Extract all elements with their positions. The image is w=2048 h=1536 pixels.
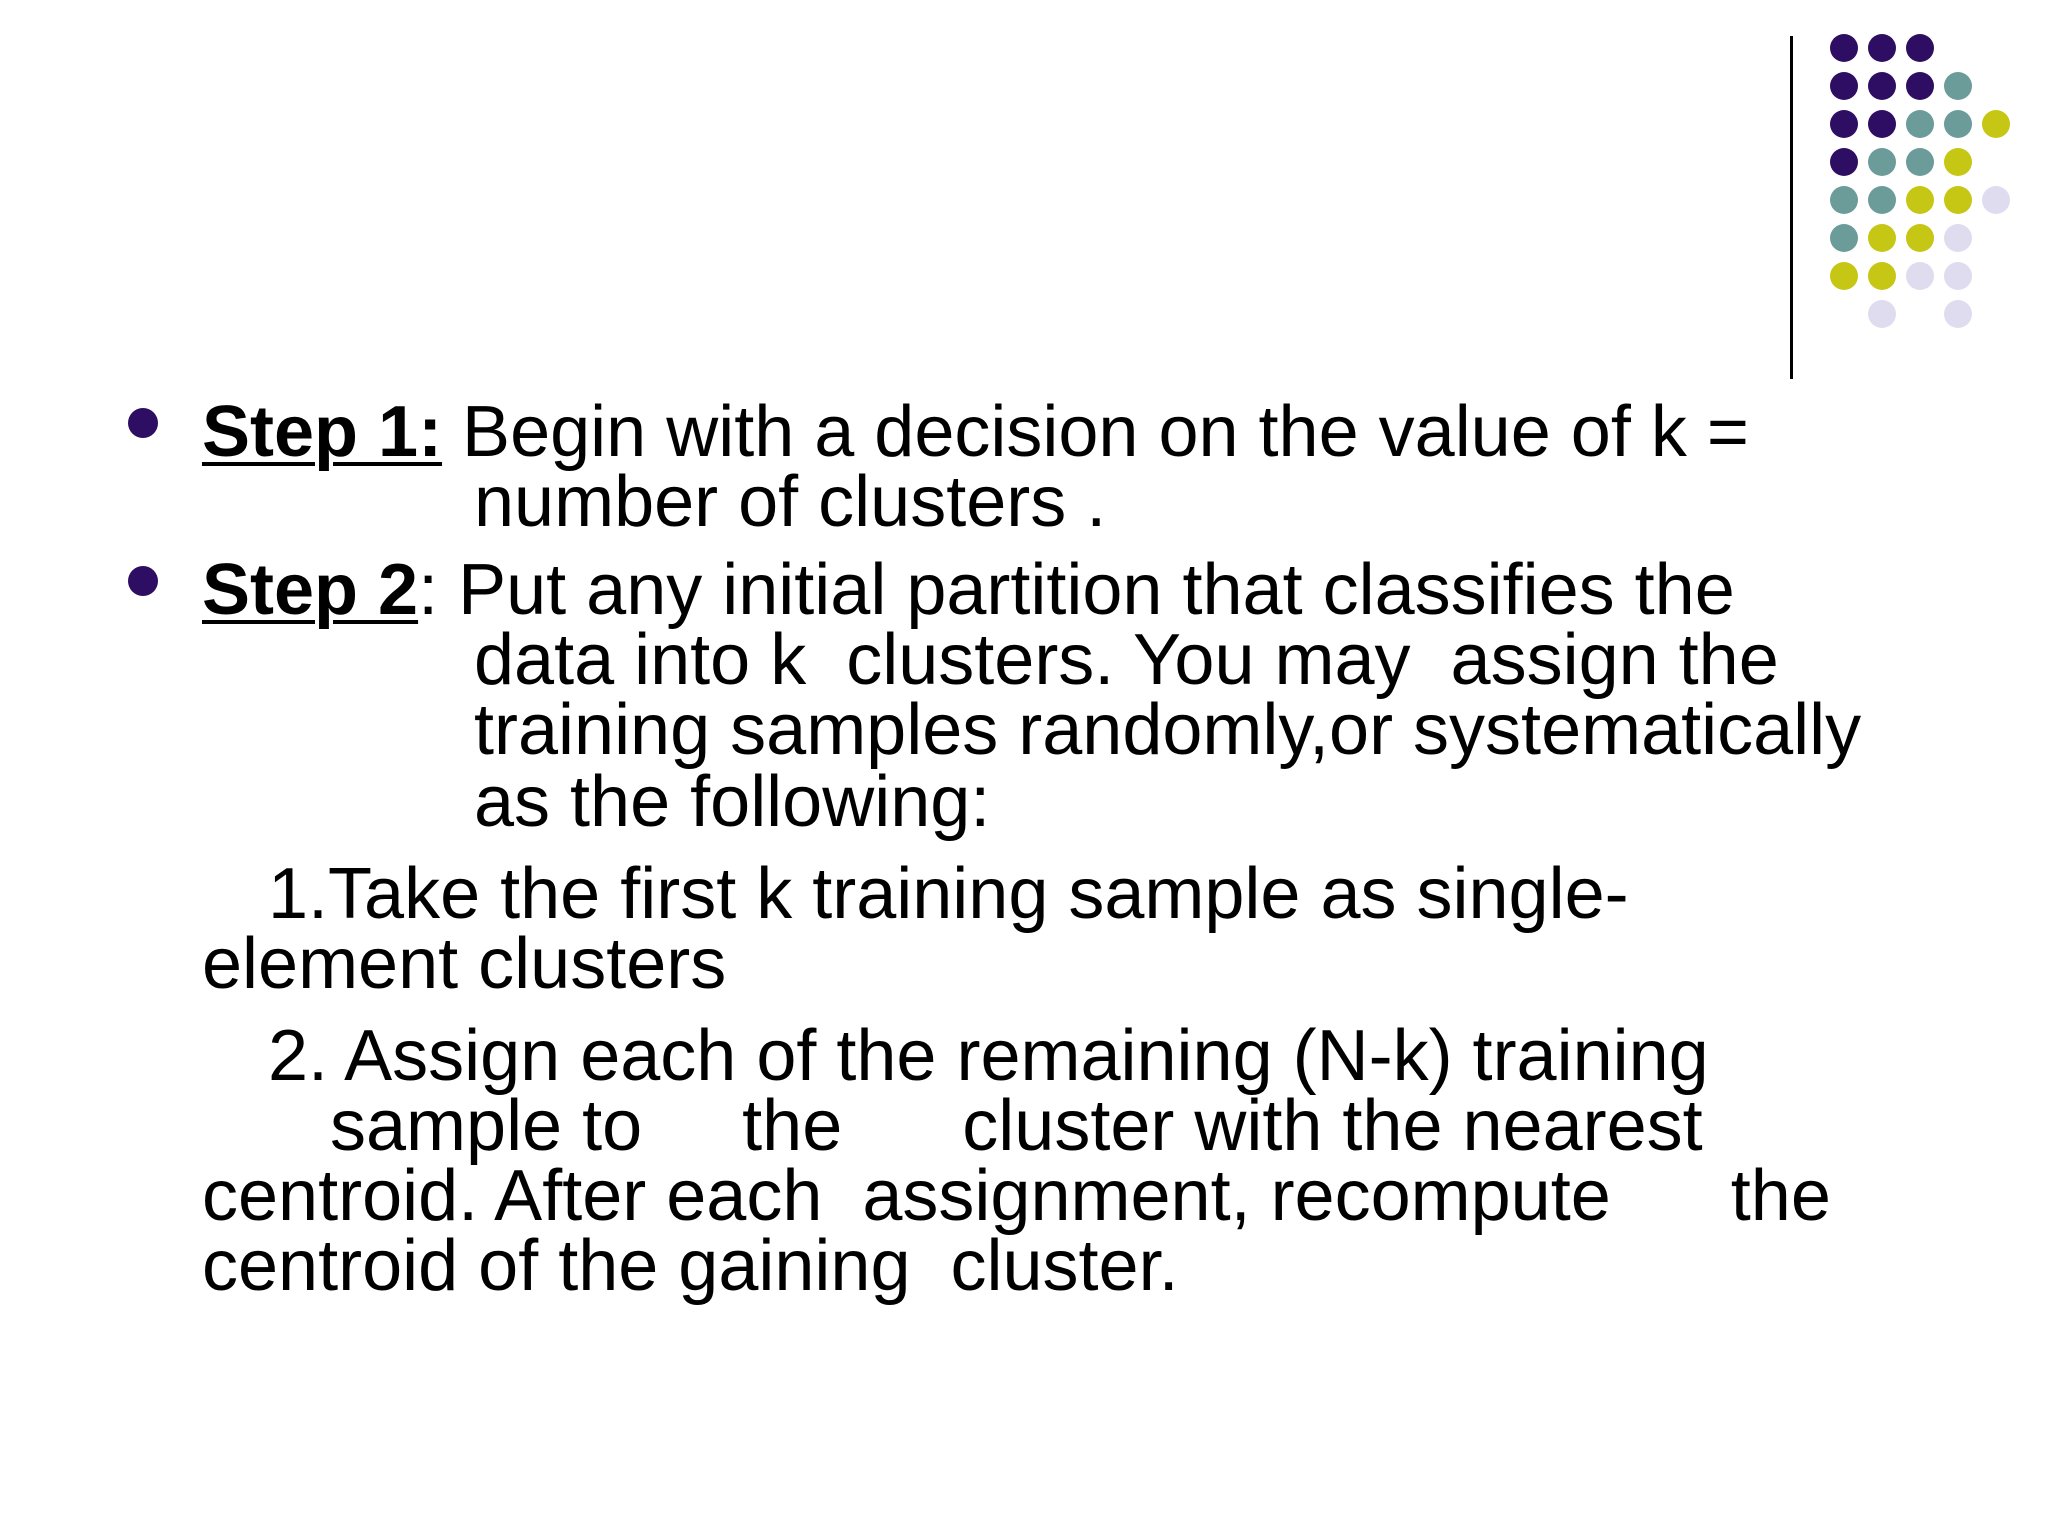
- substep-2-line-4: centroid of the gaining cluster.: [202, 1226, 1179, 1306]
- bullet-icon: [128, 566, 158, 596]
- step-2-text-line-1: : Put any initial partition that classifies the: [418, 550, 1735, 630]
- step-2-line-1: [202, 550, 1735, 630]
- step-1-line-2: number of clusters .: [474, 462, 1107, 542]
- substep-1-line-2: element clusters: [202, 924, 727, 1004]
- substep-2-line-3: centroid. After each assignment, recompute the: [202, 1156, 1831, 1236]
- substep-2-line-1: 2. Assign each of the remaining (N-k) training: [268, 1016, 1709, 1096]
- step-1-label: Step 1:: [202, 392, 443, 472]
- step-2-line-2: data into k clusters. You may assign the: [474, 620, 1779, 700]
- step-1-text-line-1: Begin with a decision on the value of k =: [442, 392, 1749, 472]
- substep-1-line-1: 1.Take the first k training sample as single-: [268, 854, 1629, 934]
- step-2-label: Step 2: [202, 550, 419, 630]
- bullet-icon: [128, 408, 158, 438]
- step-2-line-4: as the following:: [474, 762, 991, 842]
- step-2-line-3: training samples randomly,or systematically: [474, 690, 1862, 770]
- step-1-line-1: [202, 392, 1749, 472]
- substep-2-line-2: sample to the cluster with the nearest: [330, 1086, 1703, 1166]
